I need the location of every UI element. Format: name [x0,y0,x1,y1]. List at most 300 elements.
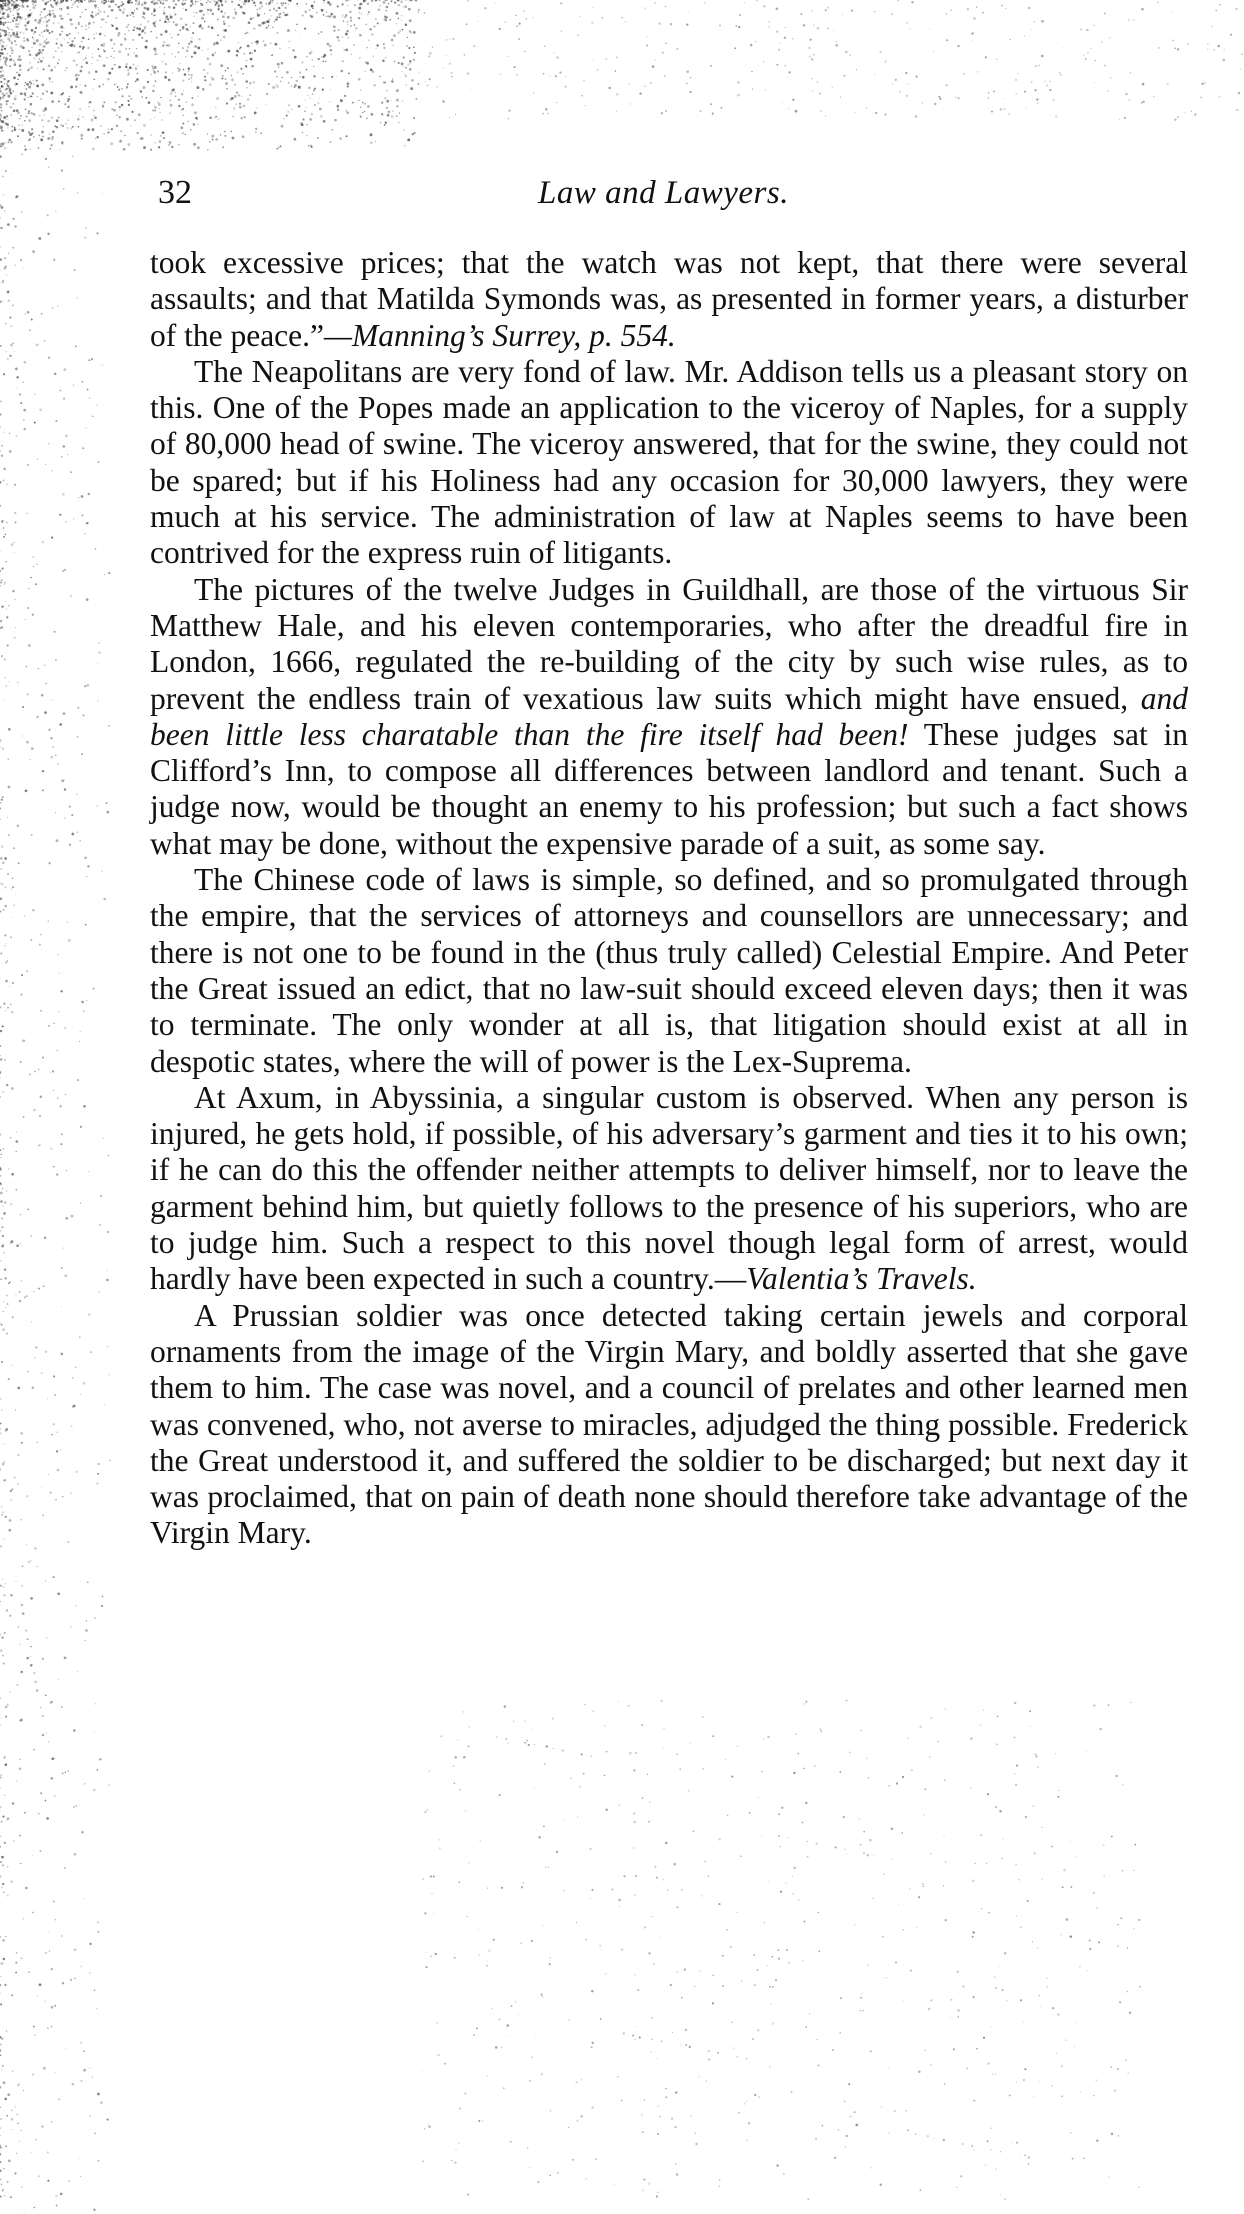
speckle-dot [245,32,247,34]
speckle-dot [51,1434,52,1435]
speckle-dot [468,1862,470,1864]
speckle-dot [196,118,198,120]
speckle-dot [191,77,192,78]
speckle-dot [41,131,44,134]
speckle-dot [1006,2000,1007,2001]
paragraph-1-citation: —Manning’s Surrey, p. 554. [324,317,676,353]
speckle-dot [538,1836,540,1838]
speckle-dot [1174,47,1176,49]
speckle-dot [21,1604,24,1607]
speckle-dot [317,137,319,139]
speckle-dot [977,71,979,73]
speckle-dot [17,5,18,6]
speckle-dot [72,2083,74,2085]
speckle-dot [14,62,16,64]
speckle-dot [41,1487,42,1488]
speckle-dot [87,1581,89,1583]
speckle-dot [643,2179,645,2181]
speckle-dot [1033,1805,1034,1806]
speckle-dot [230,130,232,132]
speckle-dot [33,83,35,85]
speckle-dot [915,2134,916,2135]
speckle-dot [239,103,241,105]
speckle-dot [20,1671,22,1673]
speckle-dot [405,23,408,26]
speckle-dot [798,1899,799,1900]
speckle-dot [0,1634,1,1635]
speckle-dot [0,204,2,207]
speckle-dot [488,1949,491,1952]
speckle-dot [807,1856,809,1858]
speckle-dot [12,886,14,888]
speckle-dot [207,149,208,150]
speckle-dot [28,588,30,590]
speckle-dot [28,20,30,22]
speckle-dot [108,1,109,2]
speckle-dot [1086,29,1088,31]
speckle-dot [193,143,196,146]
speckle-dot [0,155,2,158]
speckle-dot [0,120,1,123]
speckle-dot [6,1332,8,1334]
speckle-dot [0,1650,2,1652]
speckle-dot [0,20,2,22]
speckle-dot [501,1887,503,1889]
speckle-dot [945,1919,947,1921]
speckle-dot [111,9,114,12]
speckle-dot [2,13,5,16]
speckle-dot [276,148,278,150]
speckle-dot [676,1753,677,1754]
speckle-dot [988,97,989,98]
speckle-dot [646,36,647,37]
speckle-dot [97,1769,99,1771]
speckle-dot [807,1841,808,1842]
speckle-dot [371,113,372,114]
speckle-dot [63,712,66,715]
speckle-dot [722,1985,724,1987]
speckle-dot [561,30,563,32]
speckle-dot [0,1774,2,1776]
speckle-dot [133,16,134,17]
speckle-dot [399,30,401,32]
speckle-dot [470,90,471,91]
speckle-dot [358,100,359,101]
speckle-dot [16,1131,17,1132]
speckle-dot [832,2049,834,2051]
speckle-dot [381,101,384,104]
speckle-dot [40,1010,42,1012]
speckle-dot [200,3,203,6]
speckle-dot [181,93,183,95]
speckle-dot [15,19,18,22]
speckle-dot [0,9,3,12]
speckle-dot [0,807,1,809]
speckle-dot [136,132,138,134]
speckle-dot [6,2,8,4]
speckle-dot [6,119,7,120]
speckle-dot [51,2025,53,2027]
speckle-dot [35,27,37,29]
speckle-dot [207,12,208,13]
speckle-dot [211,135,214,138]
speckle-dot [5,89,6,90]
speckle-dot [154,110,156,112]
speckle-dot [362,102,364,104]
speckle-dot [14,128,16,130]
speckle-dot [718,2185,720,2187]
speckle-dot [960,2175,962,2177]
speckle-dot [195,4,196,5]
speckle-dot [785,27,786,28]
speckle-dot [294,138,297,141]
speckle-dot [1110,2066,1112,2068]
speckle-dot [323,54,326,57]
speckle-dot [37,61,39,63]
speckle-dot [13,218,15,220]
speckle-dot [103,45,105,47]
speckle-dot [118,66,121,69]
speckle-dot [0,426,1,427]
speckle-dot [21,4,23,6]
speckle-dot [182,3,183,4]
speckle-dot [56,4,58,6]
speckle-dot [123,148,126,151]
speckle-dot [14,351,15,352]
speckle-dot [0,2144,1,2145]
speckle-dot [672,2032,673,2033]
speckle-dot [31,96,33,98]
speckle-dot [12,20,13,21]
speckle-dot [809,56,811,58]
speckle-dot [854,112,855,113]
speckle-dot [79,108,81,110]
speckle-dot [340,99,342,101]
speckle-dot [234,84,236,86]
speckle-dot [1,49,3,51]
speckle-dot [8,1378,10,1380]
speckle-dot [60,1,63,4]
speckle-dot [702,1768,704,1770]
speckle-dot [80,0,82,2]
speckle-dot [413,58,415,60]
speckle-dot [3,373,5,375]
speckle-dot [246,60,248,62]
speckle-dot [644,1926,646,1928]
speckle-dot [779,42,780,43]
speckle-dot [772,1986,774,1988]
speckle-dot [1115,1775,1117,1777]
speckle-dot [117,6,120,9]
speckle-dot [60,2193,63,2196]
speckle-dot [124,37,126,39]
speckle-dot [358,17,360,19]
speckle-dot [160,33,162,35]
speckle-dot [85,28,86,29]
speckle-dot [12,1316,14,1318]
speckle-dot [642,1797,644,1799]
speckle-dot [997,1716,999,1718]
speckle-dot [0,818,1,820]
speckle-dot [284,14,286,16]
speckle-dot [778,49,780,51]
speckle-dot [29,9,31,11]
speckle-dot [33,136,35,138]
speckle-dot [8,1168,9,1169]
speckle-dot [3,479,5,481]
speckle-dot [245,1,246,2]
speckle-dot [585,105,586,106]
speckle-dot [604,1775,606,1777]
speckle-dot [174,13,176,15]
speckle-dot [280,13,281,14]
speckle-dot [21,2186,23,2188]
speckle-dot [49,81,50,82]
speckle-dot [406,45,408,47]
speckle-dot [390,0,392,2]
speckle-dot [838,2129,840,2131]
speckle-dot [1051,1846,1053,1848]
paragraph-3-italic-phrase: and been little less charatable than the fire itself had been! [150,680,1188,752]
speckle-dot [34,1681,37,1684]
speckle-dot [92,128,95,131]
speckle-dot [1,1636,3,1638]
speckle-dot [95,15,96,16]
speckle-dot [62,125,64,127]
speckle-dot [391,115,393,117]
speckle-dot [983,1710,985,1712]
speckle-dot [409,19,412,22]
speckle-dot [7,127,8,128]
speckle-dot [281,4,283,6]
speckle-dot [236,50,239,53]
speckle-dot [1026,107,1027,108]
speckle-dot [346,82,349,85]
speckle-dot [7,873,9,875]
speckle-dot [110,39,113,42]
speckle-dot [519,23,521,25]
speckle-dot [27,1638,29,1640]
speckle-dot [1070,1935,1073,1938]
speckle-dot [78,1,80,3]
speckle-dot [1107,90,1108,91]
speckle-dot [255,131,256,132]
speckle-dot [54,2005,56,2007]
speckle-dot [426,1952,427,1953]
speckle-dot [6,608,7,609]
speckle-dot [231,78,234,81]
speckle-dot [72,155,74,157]
speckle-dot [323,120,326,123]
speckle-dot [32,3,34,5]
speckle-dot [520,1942,522,1944]
speckle-dot [749,1812,751,1814]
speckle-dot [0,585,1,586]
speckle-dot [366,47,368,49]
speckle-dot [971,39,972,40]
speckle-dot [1093,1892,1095,1894]
speckle-dot [11,1087,14,1090]
speckle-dot [816,1842,819,1845]
speckle-dot [1024,2068,1026,2070]
speckle-dot [0,1157,1,1159]
speckle-dot [130,98,132,100]
speckle-dot [240,46,242,48]
speckle-dot [289,0,292,1]
speckle-dot [2,862,4,864]
speckle-dot [652,65,654,67]
speckle-dot [591,2042,593,2044]
speckle-dot [93,2209,95,2211]
speckle-dot [272,0,274,1]
speckle-dot [543,1826,545,1828]
speckle-dot [7,758,9,760]
speckle-dot [102,84,104,86]
speckle-dot [786,1949,788,1951]
speckle-dot [1070,1886,1072,1888]
speckle-dot [386,0,388,1]
speckle-dot [8,139,11,142]
speckle-dot [15,1962,17,1964]
speckle-dot [100,26,102,28]
speckle-dot [375,48,376,49]
speckle-dot [8,39,11,42]
speckle-dot [599,1945,601,1947]
speckle-dot [411,0,413,1]
speckle-dot [337,109,339,111]
speckle-dot [302,118,304,120]
speckle-dot [484,7,486,9]
speckle-dot [1041,1878,1043,1880]
paragraph-4 [150,862,1188,1080]
speckle-dot [902,1776,904,1778]
speckle-dot [3,145,4,146]
speckle-dot [910,1970,912,1972]
speckle-dot [38,1288,40,1290]
speckle-dot [50,0,51,1]
speckle-dot [1005,8,1006,9]
speckle-dot [25,88,27,90]
speckle-dot [660,1699,663,1702]
speckle-dot [1,92,4,95]
speckle-dot [982,12,984,14]
speckle-dot [2,748,4,750]
speckle-dot [1127,1991,1128,1992]
speckle-dot [946,84,948,86]
speckle-dot [320,31,322,33]
speckle-dot [50,1148,52,1150]
speckle-dot [515,2001,517,2003]
speckle-dot [0,1724,1,1725]
speckle-dot [0,627,1,628]
speckle-dot [75,86,77,88]
speckle-dot [734,47,736,49]
speckle-dot [644,2099,646,2101]
speckle-dot [26,21,29,24]
speckle-dot [1028,2156,1030,2158]
speckle-dot [650,82,652,84]
speckle-dot [296,3,298,5]
speckle-dot [639,2036,641,2038]
speckle-dot [744,2,745,3]
speckle-dot [949,2016,950,2017]
speckle-dot [671,2117,673,2119]
speckle-dot [0,868,2,870]
speckle-dot [45,1695,47,1697]
speckle-dot [27,311,30,314]
speckle-dot [345,110,347,112]
speckle-dot [841,64,842,65]
speckle-dot [17,824,20,827]
speckle-dot [0,113,2,116]
speckle-dot [80,2042,82,2044]
speckle-dot [194,111,197,114]
speckle-dot [77,736,79,738]
speckle-dot [0,130,1,131]
speckle-dot [165,63,167,65]
speckle-dot [0,1787,1,1788]
speckle-dot [70,86,73,89]
speckle-dot [125,48,127,50]
speckle-dot [77,0,79,1]
speckle-dot [46,38,47,39]
speckle-dot [171,146,173,148]
speckle-dot [66,67,68,69]
speckle-dot [18,74,21,77]
speckle-dot [80,1126,82,1128]
speckle-dot [6,1704,9,1707]
speckle-dot [98,643,99,644]
speckle-dot [0,29,1,31]
speckle-dot [10,1594,13,1597]
speckle-dot [232,116,233,117]
speckle-dot [19,69,22,72]
speckle-dot [120,130,122,132]
speckle-dot [0,2054,1,2056]
speckle-dot [268,1,271,4]
speckle-dot [851,9,854,12]
speckle-dot [73,45,76,48]
speckle-dot [41,17,43,19]
speckle-dot [71,7,72,8]
speckle-dot [215,116,217,118]
speckle-dot [288,0,290,1]
speckle-dot [48,921,49,922]
speckle-dot [33,80,35,82]
speckle-dot [487,2075,488,2076]
speckle-dot [165,30,168,33]
speckle-dot [136,48,137,49]
speckle-dot [47,1,49,3]
speckle-dot [135,4,136,5]
speckle-dot [103,64,106,67]
speckle-dot [639,92,641,94]
speckle-dot [862,2010,864,2012]
speckle-dot [9,450,12,453]
speckle-dot [93,988,95,990]
speckle-dot [1,129,4,132]
speckle-dot [281,62,282,63]
speckle-dot [272,86,275,89]
speckle-dot [28,68,30,70]
speckle-dot [946,39,948,41]
speckle-dot [758,2096,759,2097]
speckle-dot [348,72,350,74]
speckle-dot [108,72,111,75]
speckle-dot [1059,72,1061,74]
speckle-dot [85,1629,88,1632]
speckle-dot [2,5,5,8]
